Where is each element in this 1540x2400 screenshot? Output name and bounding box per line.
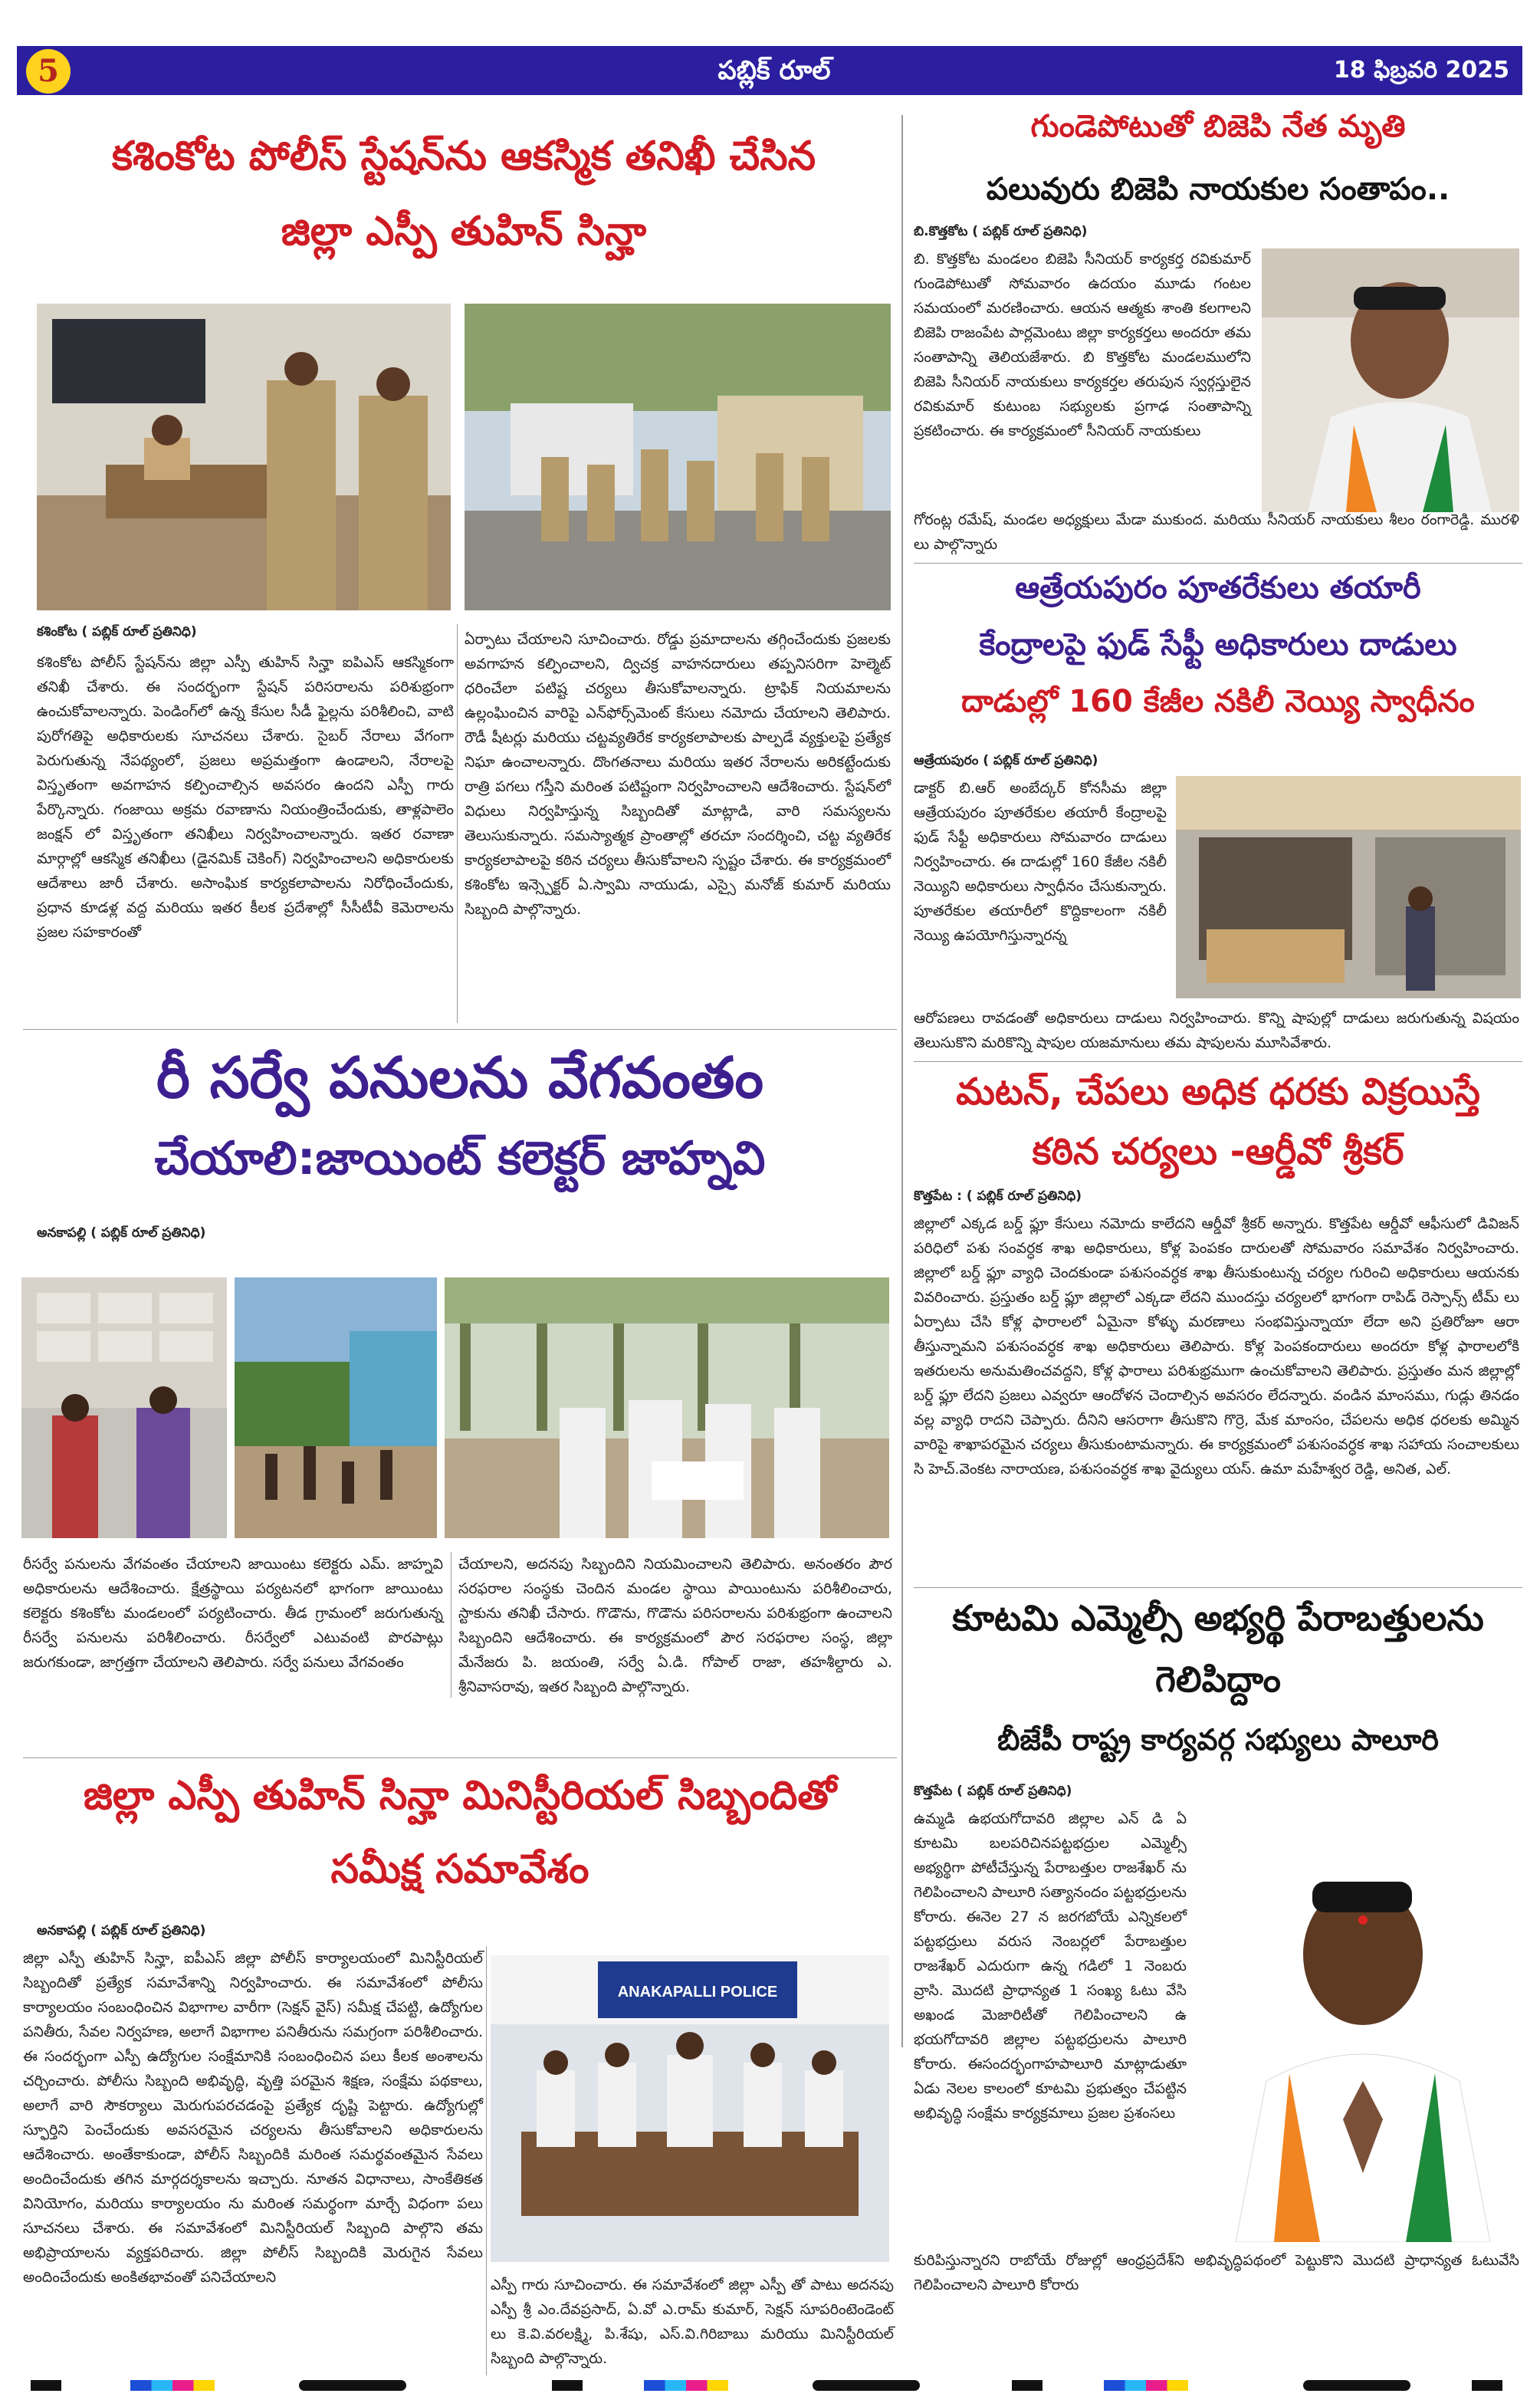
page-number: 5 [26, 49, 71, 94]
food-body-col1: డాక్టర్ బి.ఆర్ అంబేద్కర్ కోనసీమ జిల్లా ఆత్రేయపురం పూతరేకుల తయారీ కేంద్రాలపై ఫుడ్ సేఫ్టీ అధికారులు సోమవారం దాడులు నిర్వహించారు. ఈ దాడుల్లో 160 కేజీల నకిలీ నెయ్యిని అధికారులు స్వాధీనం చేసుకున్నారు. పూతరేకుల తయారీలో కొద్దికాలంగా నకిలీ నెయ్యి ఉపయోగిస్తున్నారన్న [914, 780, 1167, 944]
color-bar [1104, 2380, 1188, 2391]
mutton-headline-2: కఠిన చర్యలు -ఆర్డీవో శ్రీకర్ [1032, 1130, 1404, 1173]
newspaper-name: పబ్లిక్ రూల్ [717, 55, 831, 86]
registration-mark [31, 2380, 61, 2391]
registration-mark [1472, 2380, 1502, 2391]
color-bar [644, 2380, 728, 2391]
section-divider [914, 1061, 1522, 1062]
color-bar [130, 2380, 215, 2391]
food-shop-photo [1176, 776, 1521, 998]
resurvey-photo-1 [21, 1277, 227, 1538]
ministerial-dateline: అనకాపల్లి ( పబ్లిక్ రూల్ ప్రతినిధి) [37, 1923, 206, 1938]
bjp-headline-1: గుండెపోటుతో బిజెపి నేత మృతి [1030, 109, 1406, 144]
registration-mark [299, 2380, 406, 2391]
kasimkota-photo-1 [37, 304, 451, 610]
mlc-candidate-portrait [1205, 1828, 1521, 2242]
ministerial-headline-1: జిల్లా ఎస్పీ తుహిన్ సిన్హా మినిస్టీరియల్ సిబ్బందితో [83, 1773, 837, 1819]
registration-mark [1303, 2380, 1410, 2391]
food-body-tail: ఆరోపణలు రావడంతో అధికారులు దాడులు నిర్వహించారు. కొన్ని షాపుల్లో దాడులు జరుగుతున్న విషయం తెలుసుకొని మరికొన్ని షాపుల యజమానులు తమ షాపులను మూసివేశారు. [914, 1010, 1519, 1051]
issue-date: 18 ఫిబ్రవరి 2025 [1333, 57, 1509, 84]
registration-mark [813, 2380, 920, 2391]
kasimkota-dateline: కశింకోట ( పబ్లిక్ రూల్ ప్రతినిధి) [37, 624, 197, 639]
mlc-headline-2: గెలిపిద్దాం [1155, 1659, 1281, 1700]
bjp-leader-portrait [1262, 248, 1519, 512]
resurvey-photo-3 [445, 1277, 889, 1538]
resurvey-dateline: అనకాపల్లి ( పబ్లిక్ రూల్ ప్రతినిధి) [37, 1225, 206, 1241]
food-headline-2: కేంద్రాలపై ఫుడ్ సేఫ్టీ అధికారులు దాడులు [979, 627, 1457, 662]
section-divider [23, 1757, 897, 1758]
resurvey-headline-2: చేయాలి:జాయింట్ కలెక్టర్ జాహ్నవి [154, 1132, 766, 1185]
resurvey-body-col1: రీసర్వే పనులను వేగవంతం చేయాలని జాయింటు కలెక్టరు ఎమ్. జాహ్నవి అధికారులను ఆదేశించారు. క్షేత్రస్థాయి పర్యటనలో భాగంగా జాయింటు కలెక్టరు కశింకోట మండలంలో పర్యటించారు. తీడ గ్రామంలో జరుగుతున్న రీసర్వే పనులను పరిశీలించారు. రీసర్వేలో ఎటువంటి పొరపాట్లు జరుగకుండా, జాగ్రత్తగా చేయాలని తెలిపారు. సర్వే పనులు వేగవంతం [23, 1556, 443, 1671]
kasimkota-body-col1: కశింకోట పోలీస్ స్టేషన్‌ను జిల్లా ఎస్పీ తుహిన్ సిన్హా ఐపిఎస్ ఆకస్మికంగా తనిఖీ చేశారు. ఈ సందర్భంగా స్టేషన్ పరిసరాలను పరిశుభ్రంగా ఉంచుకోవాలన్నారు. పెండింగ్‌లో ఉన్న కేసుల సీడీ ఫైల్లను పరిశీలించి, వాటి పురోగతిపై అధికారులకు సూచనలు చేశారు. సైబర్ నేరాలు వేగంగా పెరుగుతున్న నేపథ్యంలో, ప్రజలు అప్రమత్తంగా ఉండాలని, నేరాలపై విస్తృతంగా అవగాహన కల్పించాల్సిన అవసరం ఉందని ఎస్పీ గారు పేర్కొన్నారు. గంజాయి అక్రమ రవాణాను నియంత్రించేందుకు, తాళ్లపాలెం జంక్షన్ లో విస్తృతంగా తనిఖీలు నిర్వహించాలన్నారు. ఇతర రవాణా మార్గాల్లో ఆకస్మిక తనిఖీలు (డైనమిక్ చెకింగ్) నిర్వహించాలని అధికారులకు ఆదేశాలు జారీ చేశారు. అసాంఘిక కార్యకలాపాలను నిరోధించేందుకు, ప్రధాన కూడళ్ల వద్ద మరియు ఇతర కీలక ప్రదేశాల్లో సీసీటీవీ కెమెరాలను ప్రజల సహకారంతో [37, 654, 454, 941]
mutton-dateline: కొత్తపేట : ( పబ్లిక్ రూల్ ప్రతినిధి) [914, 1188, 1082, 1204]
bjp-dateline: బి.కొత్తకోట ( పబ్లిక్ రూల్ ప్రతినిధి) [914, 224, 1088, 239]
police-building-sign: ANAKAPALLI POLICE [617, 1984, 778, 2001]
resurvey-headline-1: రీ సర్వే పనులను వేగవంతం [156, 1045, 764, 1111]
section-divider [914, 1587, 1522, 1588]
registration-mark [1012, 2380, 1043, 2391]
ministerial-body-col2: ఎస్పీ గారు సూచించారు. ఈ సమావేశంలో జిల్లా ఎస్పీ తో పాటు అదనపు ఎస్పీ శ్రీ ఎం.దేవప్రసాద్, ఏ.వో ఎ.రామ్ కుమార్, సెక్షన్ సూపరింటెండెంట్ లు కె.వి.వరలక్ష్మి, పి.శేషు, ఎస్.వి.గిరిబాబు మరియు మినిస్టీరియల్ సిబ్బంది పాల్గొన్నారు. [491, 2277, 894, 2367]
section-divider [914, 563, 1522, 564]
kasimkota-photo-2 [465, 304, 891, 610]
resurvey-photo-2 [235, 1277, 437, 1538]
column-divider [457, 624, 458, 1023]
food-headline-3: దాడుల్లో 160 కేజీల నకిలీ నెయ్యి స్వాధీనం [961, 684, 1475, 719]
mlc-dateline: కొత్తపేట ( పబ్లిక్ రూల్ ప్రతినిధి) [914, 1784, 1072, 1799]
ministerial-body-col1: జిల్లా ఎస్పీ తుహిన్ సిన్హా, ఐపీఎస్ జిల్లా పోలీస్ కార్యాలయంలో మినిస్టీరియల్ సిబ్బందితో ప్రత్యేక సమావేశాన్ని నిర్వహించారు. ఈ సమావేశంలో పోలీసు కార్యాలయం సంబంధించిన విభాగాల వారీగా (సెక్షన్ వైస్) సమీక్ష చేపట్టి, ఉద్యోగుల పనితీరు, సేవల నిర్వహణ, అలాగే విభాగాల పనితీరును సమగ్రంగా పరిశీలించారు. ఈ సందర్భంగా ఎస్పీ ఉద్యోగుల సంక్షేమానికి సంబంధించిన పలు కీలక అంశాలను చర్చించారు. పోలీసు సిబ్బంది అభివృద్ధి, వృత్తి పరమైన శిక్షణ, సంక్షేమ పథకాలు, అలాగే వారి సౌకర్యాలు మెరుగుపరచడంపై ప్రత్యేక దృష్టి పెట్టారు. ఉద్యోగుల్లో స్ఫూర్తిని పెంచేందుకు అవసరమైన చర్యలను తీసుకోవాలని అధికారులను ఆదేశించారు. అంతేకాకుండా, పోలీస్ సిబ్బందికి మరింత సమర్థవంతమైన సేవలు అందించేందుకు తగిన మార్గదర్శకాలను ఇచ్చారు. నూతన విధానాలు, సాంకేతికత వినియోగం, మరియు కార్యాలయం ను మరింత సమర్థంగా మార్చే విధంగా పలు సూచనలు చేశారు. ఈ సమావేశంలో మినిస్టీరియల్ సిబ్బంది పాల్గొని తమ అభిప్రాయాలను వ్యక్తపరిచారు. జిల్లా పోలీస్ సిబ్బందికి మెరుగైన సేవలు అందించేందుకు అంకితభావంతో పనిచేయాలని [23, 1950, 483, 2286]
registration-mark [552, 2380, 583, 2391]
bjp-body-col1: బి. కొత్తకోట మండలం బిజెపి సీనియర్ కార్యకర్త రవికుమార్ గుండెపోటుతో సోమవారం ఉదయం మూడు గంటల సమయంలో మరణించారు. ఆయన ఆత్మకు శాంతి కలగాలని బిజెపి రాజంపేట పార్లమెంటు జిల్లా కార్యకర్తలు అందరూ తమ సంతాపాన్ని తెలియజేశారు. బి కొత్తకోట మండలములోని బిజెపి సీనియర్ నాయకులు కార్యకర్తల తరుపున స్వర్గస్తులైన రవికుమార్ కుటుంబ సభ్యులకు ప్రగాఢ సంతాపాన్ని ప్రకటించారు. ఈ కార్యక్రమంలో సీనియర్ నాయకులు [914, 251, 1251, 439]
kasimkota-body-col2: ఏర్పాటు చేయాలని సూచించారు. రోడ్డు ప్రమాదాలను తగ్గించేందుకు ప్రజలకు అవగాహన కల్పించాలని, ద్విచక్ర వాహనదారులు తప్పనిసరిగా హెల్మెట్ ధరించేలా పటిష్ట చర్యలు తీసుకోవాలన్నారు. ట్రాఫిక్ నియమాలను ఉల్లంఘించిన వారిపై ఎన్‌ఫోర్స్‌మెంట్ కేసులు నమోదు చేయాలని తెలిపారు. రౌడీ షీటర్లు మరియు చట్టవ్యతిరేక కార్యకలాపాలకు పాల్పడే వ్యక్తులపై ప్రత్యేక నిఘా ఉంచాలన్నారు. దొంగతనాలు మరియు ఇతర నేరాలను అరికట్టేందుకు రాత్రి పగలు గస్తీని మరింత పటిష్టంగా నిర్వహించాలని ఆదేశించారు. స్టేషన్‌లో విధులు నిర్వహిస్తున్న సిబ్బందితో మాట్లాడి, వారి సమస్యలను తెలుసుకున్నారు. సమస్యాత్మక ప్రాంతాల్లో తరచూ సందర్శించి, చట్ట వ్యతిరేక కార్యకలాపాలపై కఠిన చర్యలు తీసుకోవాలని స్పష్టం చేశారు. ఈ కార్యక్రమంలో కశింకోట ఇన్స్పెక్టర్ ఏ.స్వామి నాయుడు, ఎస్సై మనోజ్ కుమార్ మరియు సిబ్బంది పాల్గొన్నారు. [465, 631, 891, 918]
bjp-body-tail: గోరంట్ల రమేష్, మండల అధ్యక్షులు మేడా ముకుంద. మరియు సీనియర్ నాయకులు శీలం రంగారెడ్డి. మురళి లు పాల్గొన్నారు [914, 511, 1519, 553]
mutton-body: జిల్లాలో ఎక్కడ బర్డ్ ఫ్లూ కేసులు నమోదు కాలేదని ఆర్డీవో శ్రీకర్ అన్నారు. కొత్తపేట ఆర్డీవో ఆఫీసులో డివిజన్ పరిధిలో పశు సంవర్ధక శాఖ అధికారులు, కోళ్ల పెంపకం దారులతో సోమవారం సమావేశం నిర్వహించారు. జిల్లాలో బర్డ్ ఫ్లూ వ్యాధి చెందకుండా పశుసంవర్ధక శాఖ తీసుకుంటున్న చర్యల గురించి అధికారులు ఆయనకు వివరించారు. ప్రస్తుతం బర్డ్ ఫ్లూ జిల్లాలో ఎక్కడా లేదని ముందస్తు చర్యలలో భాగంగా రాపిడ్ రెస్పాన్స్ టీమ్ లు ఏర్పాటు చేసి కోళ్ల ఫారాలలో ఏమైనా కోళ్ళు మరణాలు సంభవిస్తున్నాయా లేదా అని ప్రతిరోజూ ఆరా తీస్తున్నామని పశుసంవర్ధక శాఖ అధికారులు తెలిపారు. కోళ్ల పెంపకందారులు అందరూ కోళ్ల ఫారాలలోకి ఇతరులను అనుమతించవద్దని, కోళ్ల ఫారాలు పరిశుభ్రముగా ఉంచుకోవాలని తెలిపారు. ప్రస్తుతం మన జిల్లాల్లో బర్డ్ ఫ్లూ లేదని ప్రజలు ఎవ్వరూ ఆందోళన చెందాల్సిన అవసరం లేదన్నారు. వండిన మాంసము, గుడ్లు తినడం వల్ల వ్యాధి రాదని చెప్పారు. దీనిని ఆసరాగా తీసుకొని గొర్రె, మేక మాంసం, చేపలను అధిక ధరలకు అమ్మిన వారిపై శాఖాపరమైన చర్యలు తీసుకుంటామన్నారు. ఈ కార్యక్రమంలో పశుసంవర్ధక శాఖ సహాయ సంచాలకులు సి హెచ్.వెంకట నారాయణ, పశుసంవర్ధక శాఖ వైద్యులు యస్. ఉమా మహేశ్వర రెడ్డి, అనిత, ఎల్. [914, 1215, 1519, 1478]
kasimkota-headline-2: జిల్లా ఎస్పీ తుహిన్ సిన్హా [281, 209, 647, 255]
resurvey-body-col2: చేయాలని, అదనపు సిబ్బందిని నియమించాలని తెలిపారు. అనంతరం పౌర సరఫరాల సంస్థకు చెందిన మండల స్థాయి పాయింటును పరిశీలించారు, స్టాకును తనిఖీ చేసారు. గొడౌను, గొడౌను పరిసరాలను పరిశుభ్రంగా ఉంచాలని సిబ్బందిని ఆదేశించారు. ఈ కార్యక్రమంలో పౌర సరఫరాల సంస్థ, జిల్లా మేనేజరు పి. జయంతి, సర్వే ఏ.డి. గోపాల్ రాజా, తహశీల్దారు ఎ. శ్రీనివాసరావు, ఇతర సిబ్బంది పాల్గొన్నారు. [458, 1556, 892, 1695]
food-dateline: ఆత్రేయపురం ( పబ్లిక్ రూల్ ప్రతినిధి) [914, 753, 1098, 768]
section-divider [23, 1029, 897, 1030]
mlc-headline-3: బీజేపీ రాష్ట్ర కార్యవర్గ సభ్యులు పాలూరి [997, 1723, 1439, 1757]
ministerial-headline-2: సమీక్ష సమావేశం [330, 1846, 589, 1892]
kasimkota-headline-1: కశింకోట పోలీస్ స్టేషన్‌ను ఆకస్మిక తనిఖీ చేసిన [111, 133, 816, 179]
food-headline-1: ఆత్రేయపురం పూతరేకులు తయారీ [1015, 570, 1421, 606]
mlc-body-tail: కురిపిస్తున్నారని రాబోయే రోజుల్లో ఆంధ్రప్రదేశ్‌ని అభివృద్ధిపథంలో పెట్టుకొని మొదటి ప్రాధాన్యత ఓటువేసి గెలిపించాలని పాలూరి కోరారు [914, 2252, 1519, 2293]
ministerial-meeting-photo [491, 1955, 889, 2262]
bjp-headline-2: పలువురు బిజెపి నాయకుల సంతాపం.. [986, 172, 1450, 207]
mutton-headline-1: మటన్, చేపలు అధిక ధరకు విక్రయిస్తే [956, 1070, 1480, 1113]
column-divider [901, 115, 903, 2047]
mlc-headline-1: కూటమి ఎమ్మెల్సీ అభ్యర్థి పేరాబత్తులను [952, 1597, 1484, 1639]
mlc-body-col1: ఉమ్మడి ఉభయగోదావరి జిల్లాల ఎన్ డి ఏ కూటమి బలపరిచినపట్టభద్రుల ఎమ్మెల్సీ అభ్యర్థిగా పోటీచేస్తున్న పేరాబత్తుల రాజశేఖర్ ను గెలిపించాలని పాలూరి సత్యానందం పట్టభద్రులను కోరారు. ఈనెల 27 న జరగబోయే ఎన్నికలలో పట్టభద్రులు వరుస నెంబర్లలో పేరాబత్తుల రాజశేఖర్ ఎదురుగా ఉన్న గడిలో 1 నెంబరు వ్రాసి. మొదటి ప్రాధాన్యత 1 సంఖ్య ఓటు వేసి అఖండ మెజారిటీతో గెలిపించాలని ఉ భయగోదావరి జిల్లాల పట్టభద్రులను పాలూరి కోరారు. ఈసందర్భంగాహపాలూరి మాట్లాడుతూ ఏడు నెలల కాలంలో కూటమి ప్రభుత్వం చేపట్టిన అభివృద్ధి సంక్షేమ కార్యక్రమాలు ప్రజల ప్రశంసలు [914, 1810, 1187, 2122]
column-divider [486, 1946, 487, 2375]
